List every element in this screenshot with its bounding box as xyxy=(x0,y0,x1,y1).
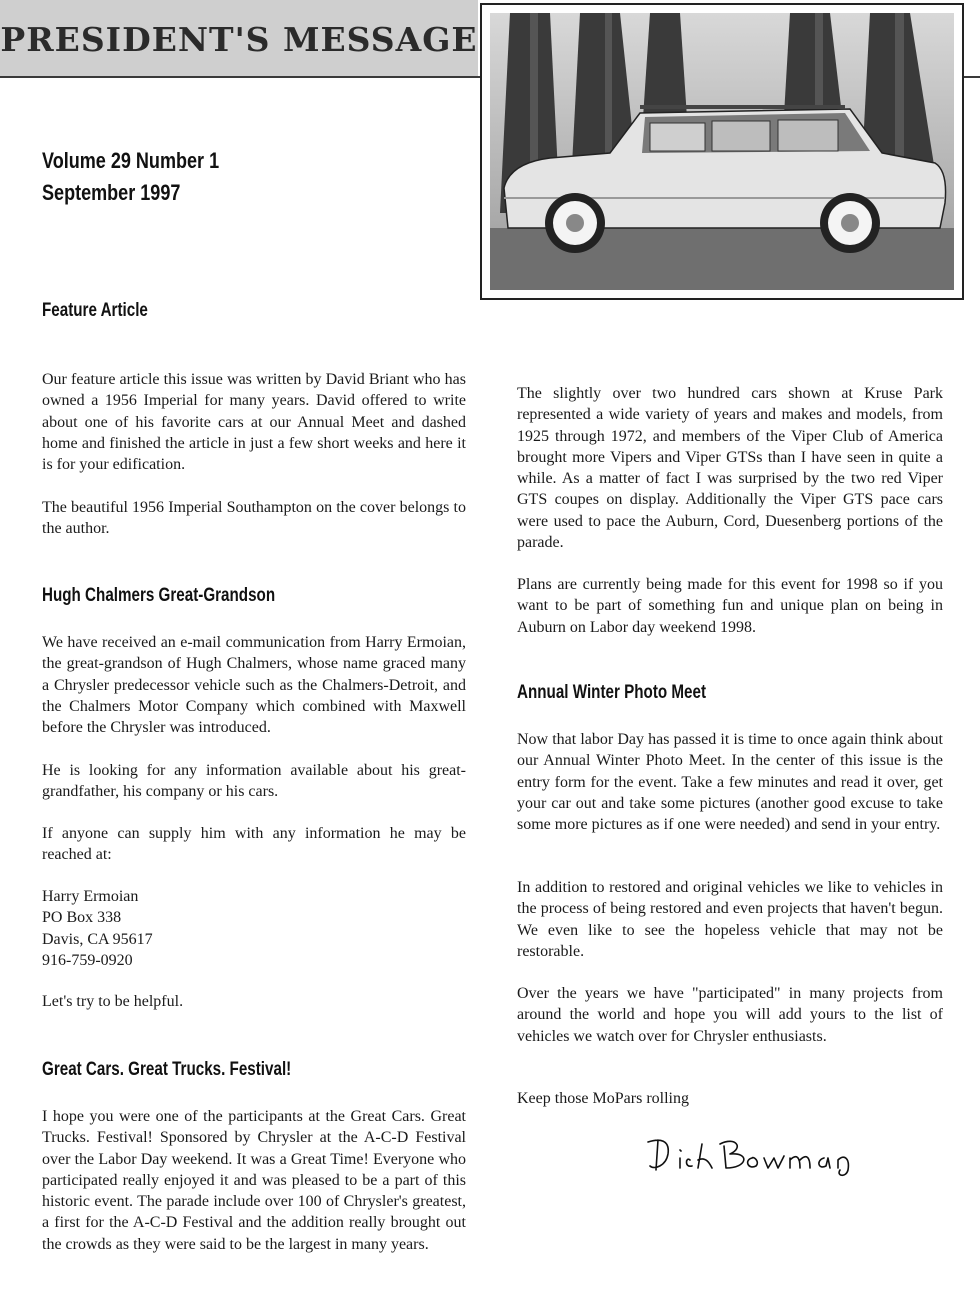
photomeet-paragraph-2: In addition to restored and original vehicles we like to vehicles in the process of being restored and even projects that haven't begun. We even like to see the hopeless vehicle that may not be restorable. xyxy=(517,879,943,960)
festival-paragraph-2: The slightly over two hundred cars shown at Kruse Park represented a wide variety of years and makes and models, from 1925 through 1972, and members of the Viper Club of America brought more Vipers and Viper GTSs than I have seen in quite a while. As a matter of fact I was surprised by the two red Viper GTS coupes on display. Additionally the Viper GTS pace cars were used to pace the Auburn, Cord, Duesenberg portions of the parade. xyxy=(517,385,943,552)
heading-photo-meet: Annual Winter Photo Meet xyxy=(517,682,707,703)
feature-paragraph-2: The beautiful 1956 Imperial Southampton on the cover belongs to the author. xyxy=(42,499,466,538)
station-wagon-photo xyxy=(490,13,954,290)
handwritten-signature xyxy=(640,1130,920,1180)
signature xyxy=(640,1130,920,1185)
chalmers-paragraph-1: We have received an e-mail communication from Harry Ermoian, the great-grandson of Hugh Chalmers, whose name graced many a Chrysler predecessor vehicle such as the Chalmers-Detroit, and the Chalmers Motor Company which combined with Maxwell before the Chrysler was introduced. xyxy=(42,634,466,737)
address-block xyxy=(42,886,466,971)
chalmers-paragraph-4: Let's try to be helpful. xyxy=(42,993,184,1010)
closing-text: Keep those MoPars rolling xyxy=(517,1090,689,1107)
festival-paragraph-1: I hope you were one of the participants at the Great Cars. Great Trucks. Festival! Sponsored by Chrysler at the A-C-D Festival over the Labor Day weekend. It was a Great Time! Everyone who participated really enjoyed it and was pleased to be a part of this historic event. The parade include over 100 of Chrysler's greatest, a first for the A-C-D Festival and the addition really brought out the crowds as they were said to be the largest in many years. xyxy=(42,1108,466,1253)
heading-festival: Great Cars. Great Trucks. Festival! xyxy=(42,1059,292,1080)
festival-paragraph-3: Plans are currently being made for this event for 1998 so if you want to be part of something fun and unique plan on being in Auburn on Labor day weekend 1998. xyxy=(517,576,943,636)
address-pobox: PO Box 338 xyxy=(42,909,122,927)
issue-volume: Volume 29 Number 1 xyxy=(42,148,220,173)
address-phone: 916-759-0920 xyxy=(42,951,133,969)
address-city: Davis, CA 95617 xyxy=(42,930,153,948)
page-title: PRESIDENT'S MESSAGE xyxy=(0,20,478,59)
header-banner xyxy=(0,0,478,76)
heading-feature-article: Feature Article xyxy=(42,300,148,321)
address-name: Harry Ermoian xyxy=(42,888,139,905)
issue-date: September 1997 xyxy=(42,180,181,205)
photomeet-paragraph-1: Now that labor Day has passed it is time to once again think about our Annual Winter Photo Meet. In the center of this issue is the entry form for the event. Take a few minutes and read it over, get your car out and take some pictures (another good excuse to take some more pictures as if one were needed) and send in your entry. xyxy=(517,731,943,834)
heading-chalmers: Hugh Chalmers Great-Grandson xyxy=(42,585,276,606)
chalmers-paragraph-3: If anyone can supply him with any information he may be reached at: xyxy=(42,825,466,864)
photomeet-paragraph-3: Over the years we have "participated" in many projects from around the world and hope you will add yours to the list of vehicles we watch over for Chrysler enthusiasts. xyxy=(517,985,943,1045)
feature-paragraph-1: Our feature article this issue was written by David Briant who has owned a 1956 Imperial for many years. David offered to write about one of his favorite cars at our Annual Meet and dashed home and finished the article in just a few short weeks and here it is for your edification. xyxy=(42,371,466,474)
chalmers-paragraph-2: He is looking for any information available about his great-grandfather, his company or his cars. xyxy=(42,762,466,801)
car-photo xyxy=(480,3,964,300)
